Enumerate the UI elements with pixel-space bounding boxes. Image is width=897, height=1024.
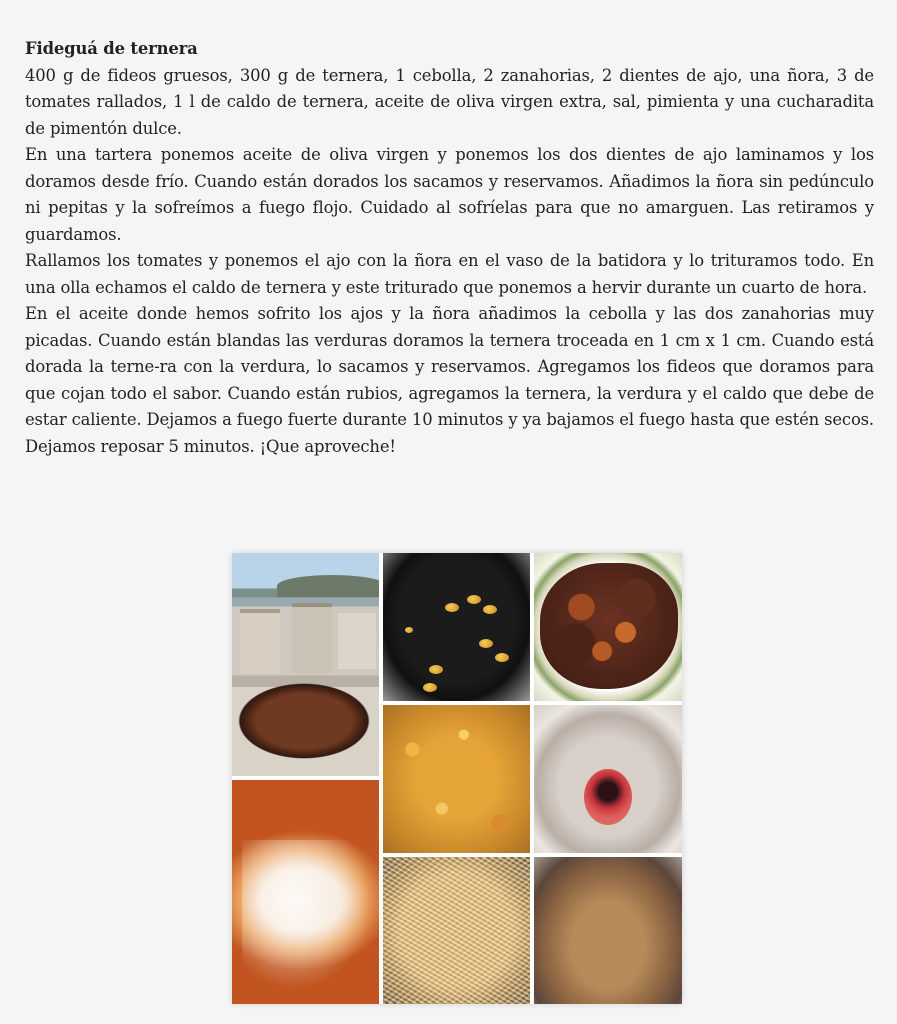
photo-pot-steam: [232, 780, 379, 1004]
step-paragraph-1: En una tartera ponemos aceite de oliva virgen y ponemos los dos dientes de ajo laminamos y los doramos desde frío. Cuando están dorados los sacamos y reservamos. Añadimos la ñora sin pedúnculo ni pepitas y la sofreímos a fuego flojo. Cuidado al sofríelas para que no amarguen. Las retiramos y guardamos.: [25, 145, 874, 244]
step-paragraph-3: En el aceite donde hemos sofrito los ajos y la ñora añadimos la cebolla y las dos zanahorias muy picadas. Cuando están blandas las verduras doramos la ternera troceada en 1 cm x 1 cm. Cuando está dorada la terne-ra con la verdura, lo sacamos y reservamos. Agregamos los fideos que doramos para que cojan todo el sabor. Cuando están rubios, agregamos la ternera, la verdura y el caldo que debe de estar caliente. Dejamos a fuego fuerte durante 10 minutos y ya bajamos el fuego hasta que estén secos. Dejamos reposar 5 minutos. ¡Que aproveche!: [25, 304, 874, 456]
recipe-title: Fideguá de ternera: [25, 39, 198, 58]
photo-collage: [232, 553, 682, 1004]
photo-broth: [383, 705, 530, 853]
building-shape: [240, 609, 280, 673]
steam-cloud: [242, 840, 372, 990]
ingredients-paragraph: 400 g de fideos gruesos, 300 g de ternera, 1 cebolla, 2 zanahorias, 2 dientes de ajo, una ñora, 3 de tomates rallados, 1 l de caldo de ternera, aceite de oliva virgen extra, sal, pimienta y una cucharadita de pimentón dulce.: [25, 65, 874, 138]
photo-meat-and-carrots: [534, 553, 682, 701]
meat-pile: [540, 563, 678, 689]
garlic-slice: [483, 605, 497, 614]
photo-garlic-in-oil: [383, 553, 530, 701]
photo-blender-tomato: [534, 705, 682, 853]
recipe-article: [25, 36, 874, 460]
tomato-blend: [584, 769, 632, 825]
photo-noodles-pan: [383, 857, 530, 1004]
step-paragraph-2: Rallamos los tomates y ponemos el ajo con la ñora en el vaso de la batidora y lo trituramos todo. En una olla echamos el caldo de ternera y este triturado que ponemos a hervir durante un cuarto de hora.: [25, 251, 874, 297]
garlic-slice: [445, 603, 459, 612]
garlic-slice: [423, 683, 437, 692]
garlic-slice: [429, 665, 443, 674]
building-shape: [338, 613, 376, 669]
garlic-slice: [479, 639, 493, 648]
mountain-shape: [277, 575, 379, 597]
garlic-slice: [495, 653, 509, 662]
garlic-slice: [467, 595, 481, 604]
photo-noodles-cooking: [534, 857, 682, 1004]
garlic-slice: [405, 627, 413, 633]
photo-finished-dish-balcony: [232, 553, 379, 776]
building-shape: [292, 603, 332, 673]
